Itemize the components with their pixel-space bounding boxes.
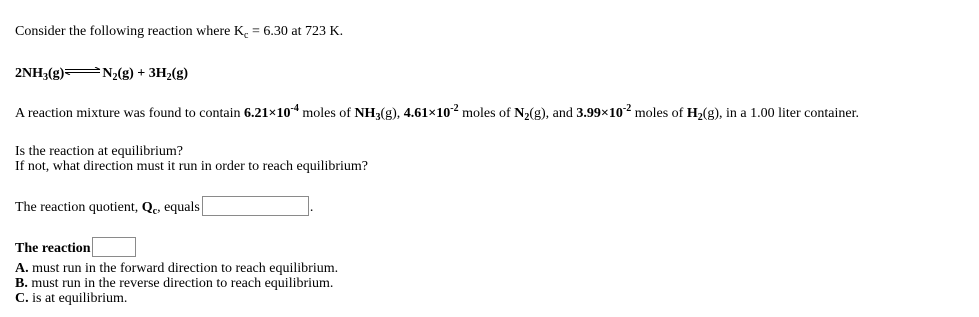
n2-formula: $N_2$	[514, 106, 530, 123]
mixture-sentence: A reaction mixture was found to contain $6.21\times 10^{-4}$ moles of $NH_3(g)$, $4.61\times 10^{-2}$ moles of $N_2(g)$, and $3.99\times 10^{-2}$ moles of $H_2(g)$, in a 1.00 liter container.	[15, 103, 859, 123]
reaction-select-row	[15, 237, 136, 257]
option-c-letter: C.	[15, 291, 29, 306]
question-equilibrium: Is the reaction at equilibrium?	[15, 144, 183, 159]
intro-sentence	[15, 24, 343, 40]
nh3-amount: $6.21\times 10^{-4}$	[244, 103, 299, 121]
option-c-text: is at equilibrium.	[28, 291, 128, 306]
option-a	[15, 261, 338, 277]
intro-text: Consider the following reaction where K	[15, 24, 244, 39]
reaction-label: The reaction	[15, 241, 91, 256]
option-b	[15, 276, 333, 292]
option-c	[15, 291, 127, 307]
h2-amount: $3.99\times 10^{-2}$	[576, 103, 632, 121]
qc-symbol: $Q_c$	[141, 200, 158, 217]
quotient-suffix: , equals	[157, 200, 200, 215]
equation-reactant: $2NH_3(g)$	[15, 66, 65, 83]
mixture-prefix: A reaction mixture was found to contain	[15, 106, 244, 121]
k-subscript: c	[244, 30, 249, 41]
quotient-input[interactable]	[202, 196, 309, 216]
option-a-letter: A.	[15, 261, 29, 276]
equilibrium-arrow-icon	[64, 67, 102, 75]
h2-formula: $H_2$	[686, 106, 703, 123]
nh3-formula: $NH_3$	[354, 106, 381, 123]
option-a-text: must run in the forward direction to reach equilibrium.	[28, 261, 339, 276]
equation-products: $N_2(g) + 3H_2(g)$	[102, 66, 188, 83]
n2-amount: $4.61\times 10^{-2}$	[403, 103, 459, 121]
reaction-equation	[15, 66, 188, 82]
quotient-label: The reaction quotient,	[15, 200, 142, 215]
quotient-row: The reaction quotient, $Q_c$, equals .	[15, 196, 313, 216]
option-b-text: must run in the reverse direction to reach equilibrium.	[27, 276, 334, 291]
question-direction: If not, what direction must it run in order to reach equilibrium?	[15, 159, 369, 174]
reaction-answer-input[interactable]	[92, 237, 136, 257]
k-value: = 6.30 at 723 K.	[248, 24, 344, 39]
option-b-letter: B.	[15, 276, 28, 291]
